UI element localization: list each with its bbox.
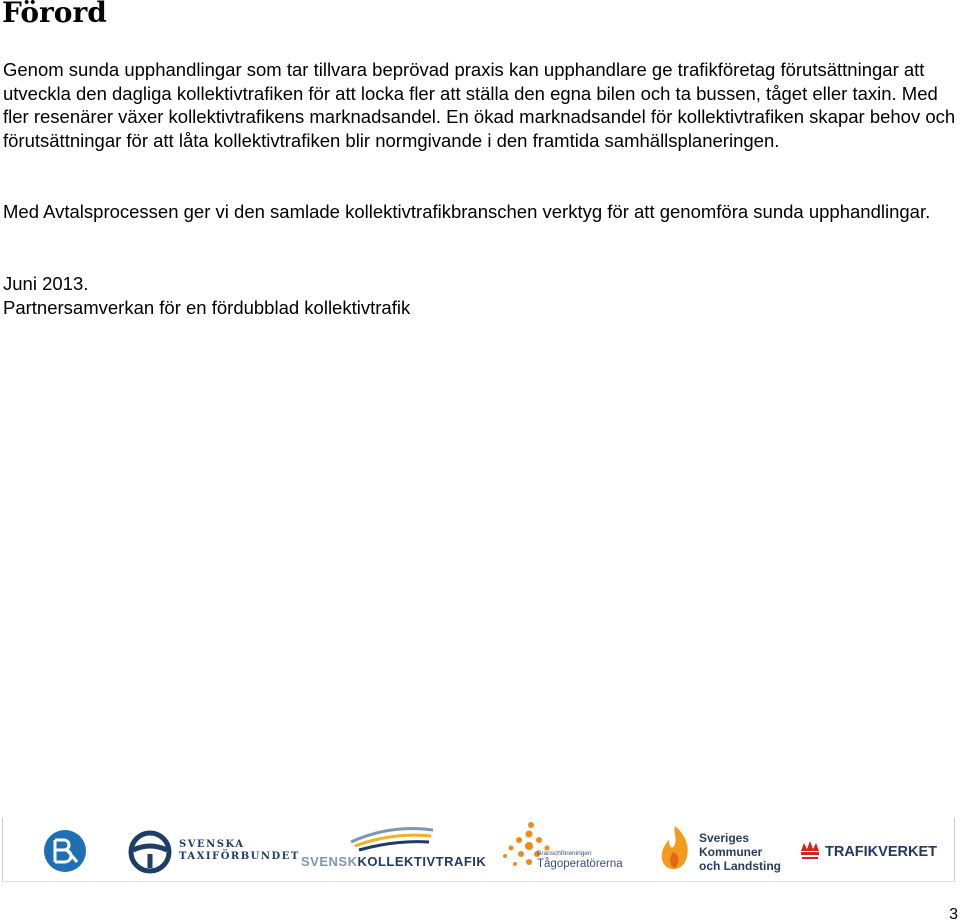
taxi-logo-line1: SVENSKA: [179, 839, 245, 850]
kollektivtrafik-logo-part2: KOLLEKTIVTRAFIK: [357, 854, 487, 869]
br-logo-icon: [41, 818, 89, 882]
taxi-logo: [127, 818, 300, 882]
signature-line: Partnersamverkan för en fördubblad kollektivtrafik: [3, 297, 411, 318]
kollektivtrafik-logo-text: [301, 854, 486, 869]
br-logo: [41, 818, 89, 882]
tagoperatorerna-logo-line1: Branschföreningen: [537, 850, 592, 857]
skl-logo: [657, 818, 787, 882]
tools-paragraph: Med Avtalsprocessen ger vi den samlade kollektivtrafikbranschen verktyg för att genomföra sunda upphandlingar.: [3, 201, 931, 222]
skl-logo-line3: och Landsting: [699, 859, 781, 873]
date-line: Juni 2013.: [3, 273, 89, 294]
tagoperatorerna-logo-line2: Tågoperatörerna: [537, 858, 623, 870]
steering-wheel-icon: [127, 818, 173, 882]
kollektivtrafik-logo-part1: SVENSK: [301, 854, 358, 869]
trafikverket-logo: [799, 818, 939, 882]
flame-icon: [657, 824, 693, 876]
page-title: Förord: [2, 0, 107, 29]
tagoperatorerna-logo: [499, 818, 629, 882]
skl-logo-line1: Sveriges: [699, 831, 750, 845]
partner-logo-strip: [2, 818, 955, 882]
taxi-logo-line2: TAXIFÖRBUNDET: [179, 851, 300, 862]
swoosh-icon: [347, 824, 437, 854]
kollektivtrafik-logo: [301, 818, 487, 882]
crown-icon: [799, 839, 821, 865]
skl-logo-line2: Kommuner: [699, 845, 763, 859]
intro-paragraph: Genom sunda upphandlingar som tar tillvara beprövad praxis kan upphandlare ge trafikföretag förutsättningar att utveckla den dagliga kollektivtrafiken för att locka fler att ställa den egna bilen och ta bussen, tåget eller taxin. Med fler resenärer växer kollektivtrafikens marknadsandel. En ökad marknadsandel för kollektivtrafiken skapar behov och förutsättningar för att låta kollektivtrafiken blir normgivande i den framtida samhällsplaneringen.: [3, 59, 956, 151]
trafikverket-logo-text: TRAFIKVERKET: [825, 844, 937, 860]
page-number: 3: [949, 906, 958, 923]
